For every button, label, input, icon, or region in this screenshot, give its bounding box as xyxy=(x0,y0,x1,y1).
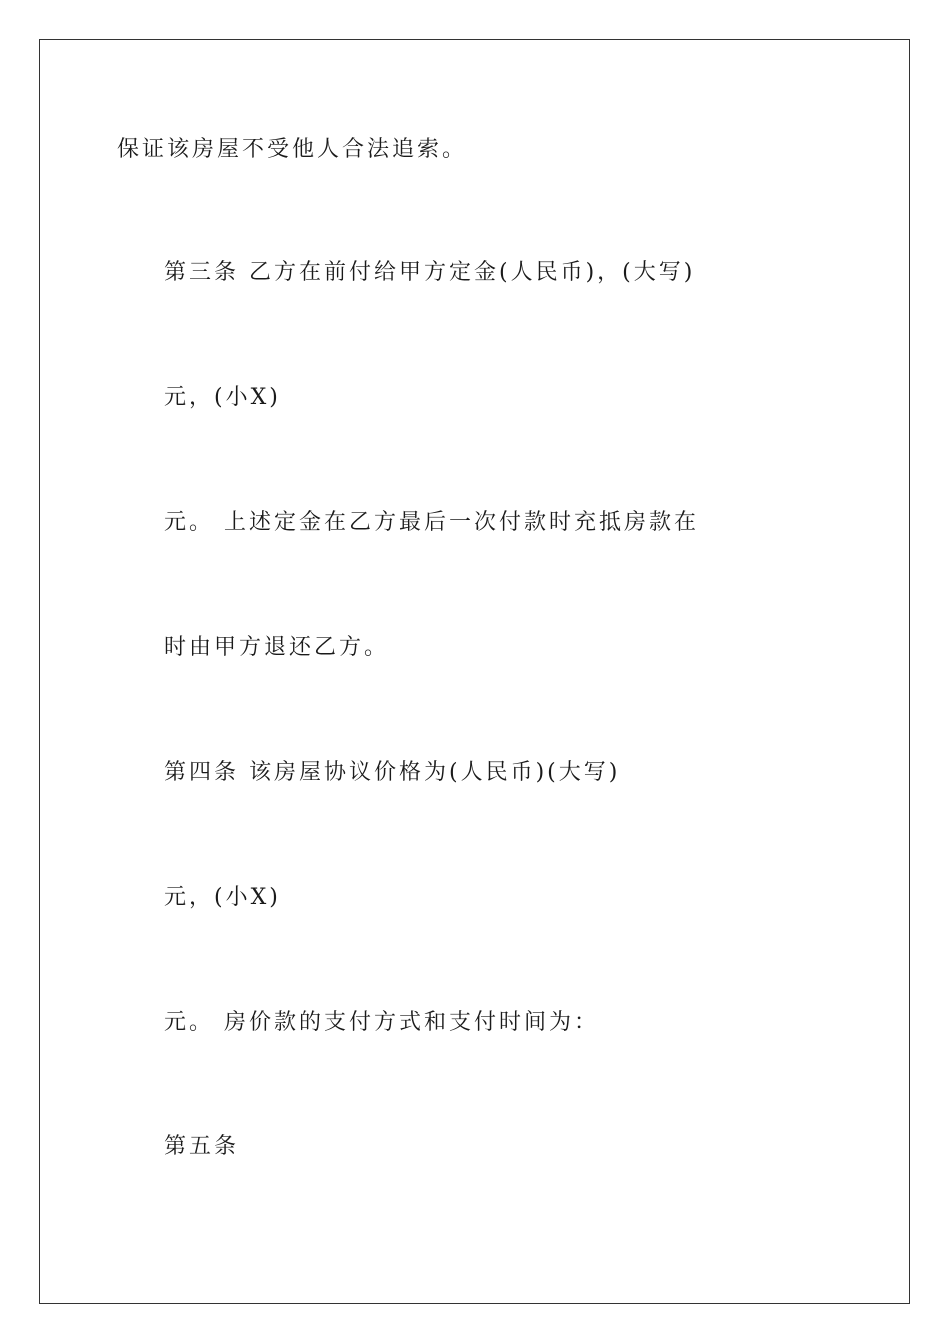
page-frame xyxy=(39,39,910,1304)
text-line-4: 元。 上述定金在乙方最后一次付款时充抵房款在 xyxy=(164,510,699,535)
text-line-9-article-five: 第五条 xyxy=(164,1134,240,1159)
text-line-5: 时由甲方退还乙方。 xyxy=(164,635,390,660)
text-line-7: 元，(小X) xyxy=(164,885,281,910)
text-line-1: 保证该房屋不受他人合法追索。 xyxy=(117,137,468,162)
text-line-8: 元。 房价款的支付方式和支付时间为： xyxy=(164,1010,599,1035)
text-line-3: 元，(小X) xyxy=(164,385,281,410)
text-line-6-article-four: 第四条 该房屋协议价格为(人民币)(大写) xyxy=(164,760,621,785)
text-line-2-article-three: 第三条 乙方在前付给甲方定金(人民币)，(大写) xyxy=(164,260,696,285)
